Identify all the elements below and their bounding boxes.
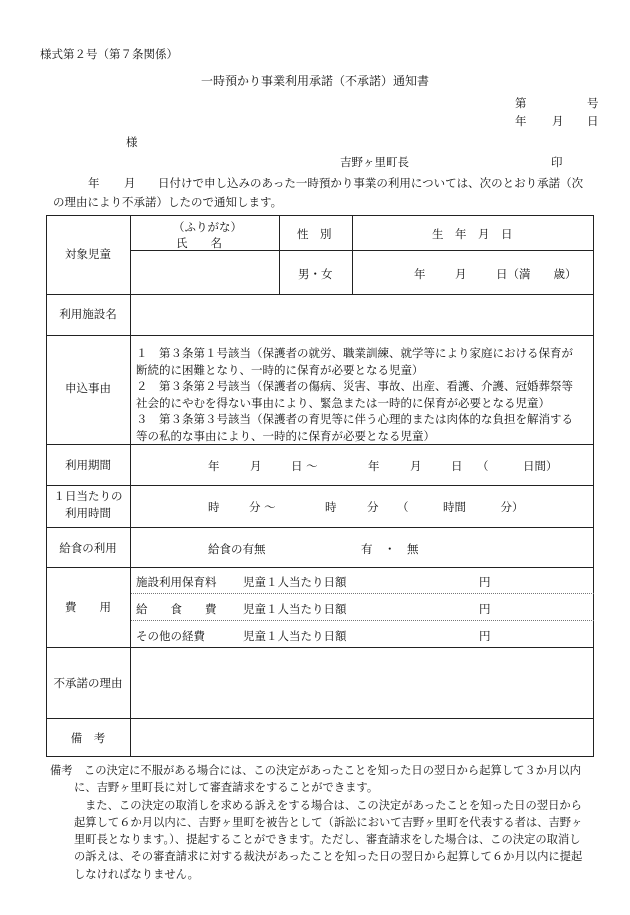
- sex-label: 性 別: [297, 227, 332, 241]
- row-divider: [46, 485, 594, 486]
- cost-unit: 円: [479, 629, 491, 643]
- seal-mark: 印: [551, 155, 563, 169]
- note-text: 起算して６か月以内に、吉野ヶ里町を被告として（訴訟において吉野ヶ里町を代表する者は、吉野ヶ: [74, 815, 583, 829]
- cost-desc: 児童１人当たり日額: [243, 575, 347, 589]
- cost-divider: [130, 593, 594, 594]
- date-month: 月: [552, 114, 564, 128]
- note-text: しなければなりません。: [74, 867, 199, 881]
- cost-item: 給 食 費: [136, 602, 217, 616]
- cost-item: 施設利用保育料: [136, 575, 217, 589]
- period-day-2: 日: [451, 459, 463, 473]
- note-text: の訴えは、その審査請求に対する裁決があったことを知った日の翌日から起算して６か月以内に提起: [74, 850, 583, 864]
- birth-month: 月: [455, 267, 467, 281]
- daily-hour-2: 時: [325, 500, 337, 514]
- cost-unit: 円: [479, 602, 491, 616]
- col-divider: [130, 215, 131, 757]
- note-text: この決定に不服がある場合には、この決定があったことを知った日の翌日から起算して３か月以内: [83, 764, 581, 777]
- label-refusal-reason: 不承諾の理由: [53, 676, 123, 690]
- name-label: 氏 名: [176, 236, 222, 250]
- label-daily-time-1: １日当たりの: [53, 489, 123, 503]
- period-days: （ 日間）: [477, 459, 558, 473]
- intro-line-2: の理由により不承諾）したので通知します。: [53, 195, 283, 209]
- doc-number-suffix: 号: [587, 96, 599, 110]
- period-month-1: 月: [250, 459, 262, 473]
- row-divider: [46, 527, 594, 528]
- sex-value: 男・女: [298, 267, 333, 281]
- label-target-child: 対象児童: [65, 247, 111, 261]
- row-divider: [46, 567, 594, 568]
- label-daily-time-2: 利用時間: [65, 506, 111, 520]
- furigana-label: （ふりがな）: [173, 220, 242, 234]
- reason-line: 社会的にやむを得ない事由により、緊急または一時的に保育が必要となる児童）: [136, 395, 550, 410]
- row-divider: [46, 444, 594, 445]
- label-remarks: 備 考: [70, 731, 106, 745]
- note-text: また、この決定の取消しを求める訴えをする場合は、この決定があったことを知った日の翌日から: [85, 798, 582, 812]
- addressee-suffix: 様: [126, 135, 138, 149]
- intro-year: 年: [88, 176, 100, 190]
- col-divider: [352, 215, 353, 294]
- daily-minute-1: 分 〜: [249, 500, 276, 514]
- row-divider: [46, 294, 594, 295]
- reason-list: [136, 345, 588, 444]
- notes-heading: 備考: [50, 764, 73, 777]
- form-number: 様式第２号（第７条関係）: [40, 47, 178, 61]
- col-divider: [279, 215, 280, 294]
- cost-desc: 児童１人当たり日額: [243, 602, 347, 616]
- cost-divider: [130, 620, 594, 621]
- reason-line: ２ 第３条第２号該当（保護者の傷病、災害、事故、出産、看護、介護、冠婚葬祭等: [136, 379, 573, 393]
- reason-line: 等の私的な事由により、一時的に保育が必要となる児童）: [136, 428, 435, 443]
- period-year-1: 年: [208, 459, 220, 473]
- cost-desc: 児童１人当たり日額: [243, 629, 347, 643]
- label-cost: 費 用: [65, 600, 111, 614]
- label-meal: 給食の利用: [59, 541, 117, 555]
- birth-label: 生 年 月 日: [432, 227, 513, 241]
- daily-hours: （ 時間 分）: [397, 500, 524, 514]
- reason-line: １ 第３条第１号該当（保護者の就労、職業訓練、就学等により家庭における保育が: [136, 346, 573, 360]
- date-year: 年: [515, 114, 527, 128]
- meal-question: 給食の有無: [208, 542, 266, 556]
- period-day-1: 日 〜: [291, 459, 318, 473]
- row-divider: [46, 647, 594, 648]
- period-month-2: 月: [410, 459, 422, 473]
- label-period: 利用期間: [65, 458, 111, 472]
- reason-line: ３ 第３条第３号該当（保護者の育児等に伴う心理的または肉体的な負担を解消する: [136, 412, 573, 426]
- label-facility: 利用施設名: [59, 307, 117, 321]
- cost-item: その他の経費: [136, 629, 205, 643]
- date-day: 日: [587, 114, 599, 128]
- label-reason: 申込事由: [65, 381, 111, 395]
- intro-line-1: 日付けで申し込みのあった一時預かり事業の利用については、次のとおり承諾（次: [158, 176, 584, 190]
- issuer-name: 吉野ヶ里町長: [340, 155, 409, 169]
- daily-hour-1: 時: [208, 500, 220, 514]
- notes-section: [50, 762, 590, 883]
- birth-year: 年: [414, 267, 426, 281]
- cost-unit: 円: [479, 575, 491, 589]
- meal-answer: 有 ・ 無: [361, 542, 419, 556]
- intro-month: 月: [124, 176, 136, 190]
- doc-number-prefix: 第: [515, 96, 527, 110]
- note-text: に、吉野ヶ里町長に対して審査請求をすることができます。: [74, 781, 379, 795]
- note-text: 里町長となります。）、提起することができます。ただし、審査請求をした場合は、この決定の取消し: [74, 833, 581, 847]
- document-title: 一時預かり事業利用承諾（不承諾）通知書: [200, 74, 429, 88]
- period-year-2: 年: [368, 459, 380, 473]
- daily-minute-2: 分: [367, 500, 379, 514]
- row-divider: [46, 335, 594, 336]
- row-divider: [46, 718, 594, 719]
- reason-line: 断続的に困難となり、一時的に保育が必要となる児童）: [136, 362, 424, 377]
- birth-day-age: 日（満 歳）: [496, 267, 577, 281]
